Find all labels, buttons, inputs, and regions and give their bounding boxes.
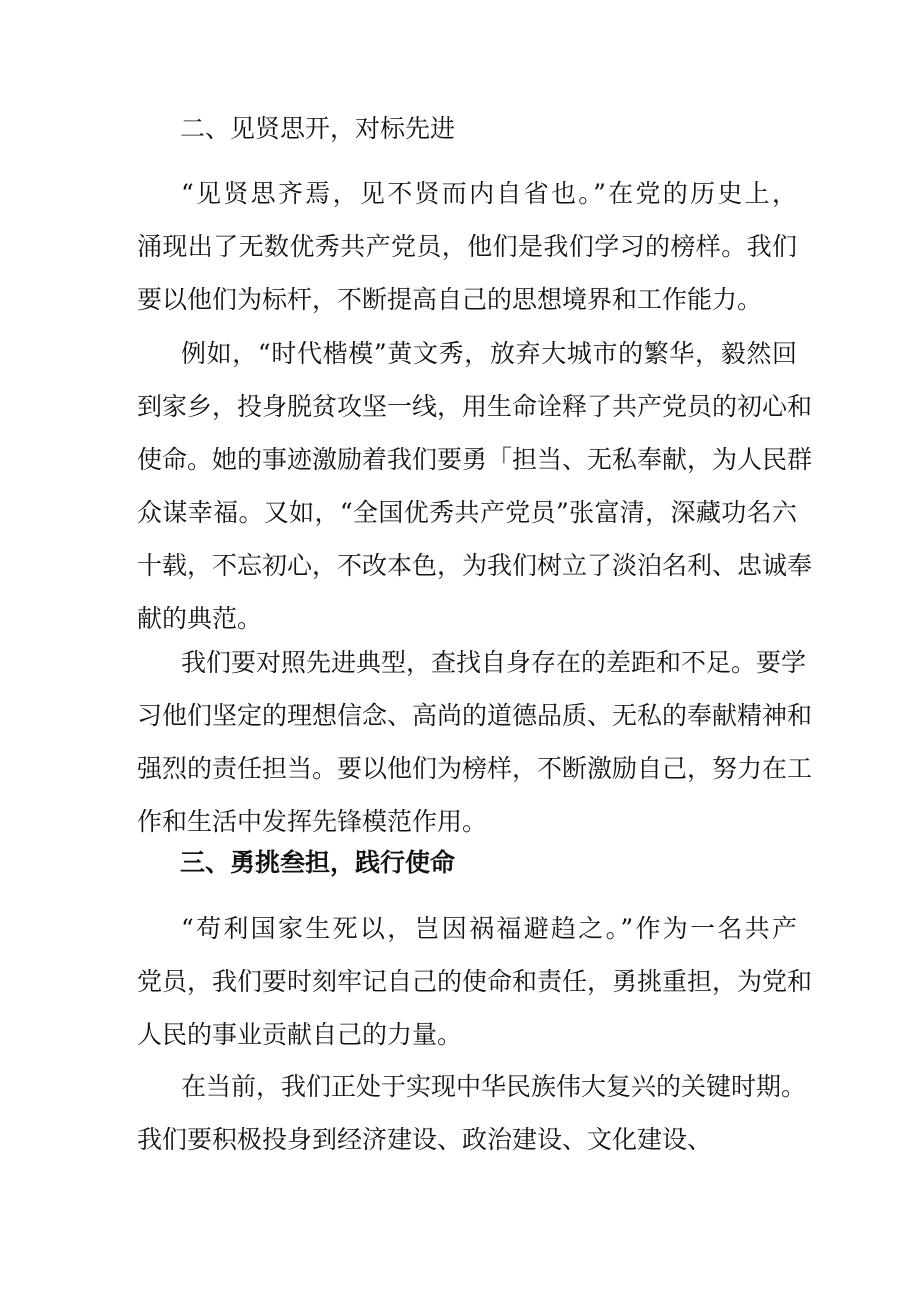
paragraph-2: [137, 327, 813, 645]
paragraph-line: 要以他们为标杆，不断提高自己的思想境界和工作能力。: [137, 285, 763, 314]
paragraph-line: 强烈的责任担当。要以他们为榜样，不断激励自己，努力在工: [137, 754, 813, 783]
paragraph-line: 党员，我们要时刻牢记自己的使命和责任，勇挑重担，为党和: [137, 967, 813, 996]
paragraph-line: 例如，“时代楷模”黄文秀，放弃大城市的繁华，毅然回: [181, 339, 797, 368]
paragraph-line: 众谋幸福。又如，“全国优秀共产党员”张富清，深藏功名六: [137, 498, 797, 527]
paragraph-line: 献的典范。: [137, 604, 263, 633]
paragraph-line: “苟利国家生死以，岂因祸福避趋之。”作为一名共产: [181, 914, 797, 943]
paragraph-4: [137, 902, 813, 1061]
paragraph-line: 涌现出了无数优秀共产党员，他们是我们学习的榜样。我们: [137, 232, 797, 261]
section-three-heading: 三、勇挑叁担，践行使命: [180, 848, 456, 877]
paragraph-5: [137, 1060, 807, 1166]
paragraph-1: [137, 167, 797, 326]
paragraph-line: 在当前，我们正处于实现中华民族伟大复兴的关键时期。: [181, 1072, 807, 1101]
paragraph-line: 我们要积极投身到经济建设、政治建设、文化建设、: [137, 1125, 713, 1154]
paragraph-line: 使命。她的事迹激励着我们要勇「担当、无私奉献，为人民群: [137, 445, 813, 474]
section-two-heading: 二、见贤思开，对标先进: [180, 114, 456, 143]
paragraph-line: 作和生活中发挥先锋模范作用。: [137, 807, 488, 836]
paragraph-line: 到家乡，投身脱贫攻坚一线，用生命诠释了共产党员的初心和: [137, 392, 813, 421]
paragraph-line: 我们要对照先进典型，查找自身存在的差距和不足。要学: [181, 648, 807, 677]
paragraph-line: 十载，不忘初心，不改本色，为我们树立了淡泊名利、忠诚奉: [137, 551, 813, 580]
paragraph-line: “见贤思齐焉，见不贤而内自省也。”在党的历史上，: [181, 179, 797, 208]
paragraph-line: 人民的事业贡献自己的力量。: [137, 1020, 463, 1049]
paragraph-3: [137, 636, 813, 848]
paragraph-line: 习他们坚定的理想信念、高尚的道德品质、无私的奉献精神和: [137, 701, 813, 730]
